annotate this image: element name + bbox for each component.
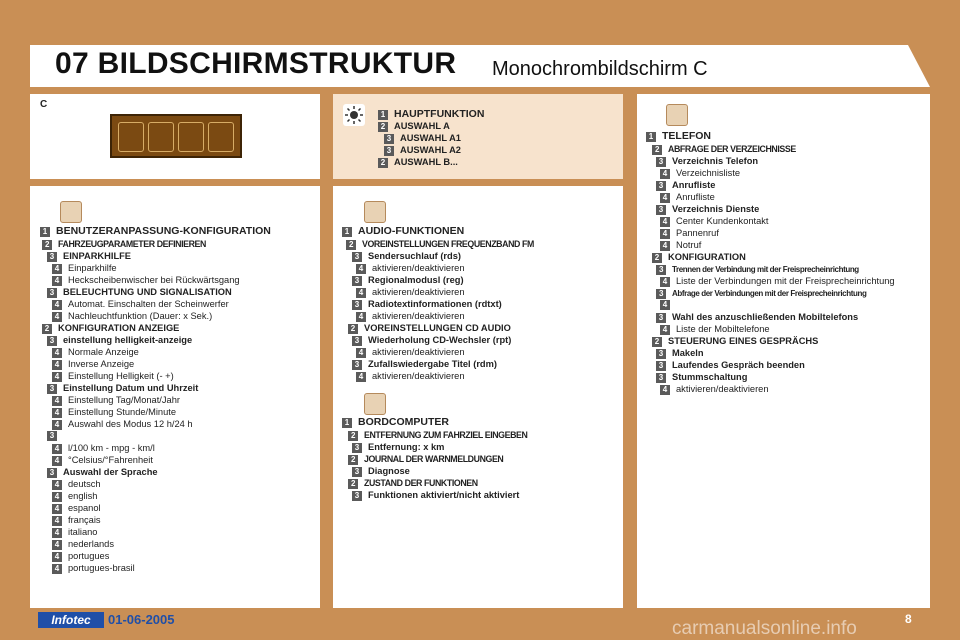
list-item [352,299,502,310]
list-item [652,336,818,347]
list-item-text: Center Kundenkontakt [676,216,769,226]
list-item [660,216,769,227]
list-item [356,371,465,382]
audio-icon [364,201,386,223]
level-badge: 3 [656,289,666,299]
level-badge: 3 [656,157,666,167]
level-badge: 4 [660,217,670,227]
page-number: 8 [905,612,912,626]
level-badge: 3 [47,252,57,262]
list-item-text: portugues [68,551,110,561]
list-item [346,239,534,250]
list-item-text: BELEUCHTUNG UND SIGNALISATION [63,287,232,297]
list-item-text: italiano [68,527,98,537]
level-badge: 3 [656,361,666,371]
list-item-text: Funktionen aktiviert/nicht aktiviert [368,490,520,500]
list-item-text: Trennen der Verbindung mit der Freisprecheinrichtung [672,265,859,274]
brightness-icon [343,104,365,126]
list-item-text: JOURNAL DER WARNMELDUNGEN [364,454,504,464]
list-item-text: aktivieren/deaktivieren [372,263,465,273]
level-badge: 3 [656,313,666,323]
list-item [384,145,461,156]
list-item [52,275,240,286]
list-item [47,431,63,441]
level-badge: 2 [348,431,358,441]
list-item [356,311,465,322]
level-badge: 4 [356,312,366,322]
list-item-text: BORDCOMPUTER [358,416,449,428]
list-item [378,157,458,168]
list-item [656,288,866,299]
list-item [660,240,701,251]
list-item [656,180,715,191]
list-item-text: FAHRZEUGPARAMETER DEFINIEREN [58,239,206,249]
list-item-text: Heckscheibenwischer bei Rückwärtsgang [68,275,240,285]
list-item-text: ABFRAGE DER VERZEICHNISSE [668,144,796,154]
list-item [348,430,527,441]
phone-icon [666,104,688,126]
list-item [52,347,139,358]
page-title: 07 BILDSCHIRMSTRUKTUR [55,47,457,80]
list-item [47,335,192,346]
level-badge: 2 [348,455,358,465]
list-item-text: Anrufliste [676,192,715,202]
level-badge: 2 [348,324,358,334]
list-item [660,192,715,203]
list-item-text: einstellung helligkeit-anzeige [63,335,193,345]
trip-computer-icon [178,122,204,152]
list-item [356,287,465,298]
list-item [52,551,109,562]
list-item [52,311,212,322]
list-item [52,527,97,538]
list-item-text: nederlands [68,539,115,549]
level-badge: 3 [656,181,666,191]
list-item [352,442,444,453]
list-item-text: Sendersuchlauf (rds) [368,251,461,261]
list-item-text: Auswahl des Modus 12 h/24 h [68,419,193,429]
list-item [52,263,117,274]
level-badge: 4 [52,408,62,418]
list-item [352,251,461,262]
level-badge: 3 [352,276,362,286]
level-badge: 4 [356,288,366,298]
list-item [342,417,449,428]
level-badge: 4 [660,229,670,239]
level-badge: 4 [52,540,62,550]
level-badge: 3 [352,467,362,477]
list-item [660,324,770,335]
level-badge: 3 [656,265,666,275]
list-item-text: english [68,491,98,501]
level-badge: 4 [52,264,62,274]
list-item [656,372,747,383]
list-item-text: VOREINSTELLUNGEN CD AUDIO [364,323,511,333]
list-item-text: aktivieren/deaktivieren [372,287,465,297]
level-badge: 4 [52,396,62,406]
list-item-text: Anrufliste [672,180,716,190]
level-badge: 3 [352,491,362,501]
list-item [52,503,101,514]
level-badge: 2 [346,240,356,250]
main-function-panel [333,94,623,179]
list-item-text: STEUERUNG EINES GESPRÄCHS [668,336,819,346]
list-item-text: aktivieren/deaktivieren [372,371,465,381]
list-item-text: TELEFON [662,130,711,142]
footer-date: 01-06-2005 [108,612,175,627]
level-badge: 4 [52,528,62,538]
list-item [52,419,193,430]
list-item-text: Verzeichnis Telefon [672,156,759,166]
list-item [660,228,719,239]
list-item-text: aktivieren/deaktivieren [372,347,465,357]
list-item [47,287,232,298]
list-item [40,226,271,237]
list-item-text: AUDIO-FUNKTIONEN [358,225,465,237]
level-badge: 3 [47,288,57,298]
list-item-text: AUSWAHL A [394,121,450,131]
list-item-text: Entfernung: x km [368,442,445,452]
list-item [646,131,711,142]
level-badge: 2 [652,253,662,263]
level-badge: 4 [52,300,62,310]
list-item [656,204,759,215]
level-badge: 3 [384,146,394,156]
list-item-text: Einstellung Tag/Monat/Jahr [68,395,180,405]
list-item [356,347,465,358]
level-badge: 2 [652,337,662,347]
list-item-text: Liste der Mobiltelefone [676,324,770,334]
level-badge: 1 [342,227,352,237]
list-item [660,276,895,287]
list-item-text: BENUTZERANPASSUNG-KONFIGURATION [56,225,271,237]
list-item [52,515,101,526]
list-item-text: Laufendes Gespräch beenden [672,360,805,370]
level-badge: 2 [652,145,662,155]
list-item-text: AUSWAHL A2 [400,145,461,155]
list-item [352,359,497,370]
list-item [652,252,746,263]
level-badge: 4 [52,312,62,322]
list-item [52,359,134,370]
list-item-text: Liste der Verbindungen mit der Freisprecheinrichtung [676,276,895,286]
list-item-text: Diagnose [368,466,410,476]
list-item [42,323,179,334]
list-item [52,539,114,550]
list-item [342,226,464,237]
list-item-text: espanol [68,503,101,513]
level-badge: 4 [660,241,670,251]
level-badge: 4 [660,193,670,203]
list-item [52,299,229,310]
level-badge: 1 [646,132,656,142]
level-badge: 4 [356,264,366,274]
level-badge: 3 [352,252,362,262]
list-item-text: KONFIGURATION ANZEIGE [58,323,180,333]
list-item [52,371,174,382]
infotec-logo: Infotec [38,612,104,628]
list-item [656,312,858,323]
list-item-text: ZUSTAND DER FUNKTIONEN [364,478,478,488]
list-item [656,360,805,371]
list-item [52,491,97,502]
list-item-text: français [68,515,101,525]
list-item-text: Wiederholung CD-Wechsler (rpt) [368,335,512,345]
level-badge: 4 [52,456,62,466]
watermark: carmanualsonline.info [672,618,857,639]
list-item-text: Stummschaltung [672,372,748,382]
level-badge: 3 [656,373,666,383]
list-item [52,395,180,406]
list-item-text: ENTFERNUNG ZUM FAHRZIEL EINGEBEN [364,430,528,440]
list-item [660,384,769,395]
list-item [352,490,519,501]
list-item-text: Einstellung Helligkeit (- +) [68,371,174,381]
phone-icon [208,122,234,152]
list-item-text: Verzeichnis Dienste [672,204,760,214]
list-item [348,478,478,489]
list-item [348,454,503,465]
list-item-text: Regionalmodusl (reg) [368,275,464,285]
list-item-text: Radiotextinformationen (rdtxt) [368,299,502,309]
level-badge: 4 [660,385,670,395]
list-item [656,156,758,167]
level-badge: 1 [342,418,352,428]
list-item-text: Wahl des anzuschließenden Mobiltelefons [672,312,859,322]
list-item-text: Abfrage der Verbindungen mit der Freisprecheinrichtung [672,289,867,298]
audio-icon [148,122,174,152]
list-item [52,407,176,418]
list-item [352,335,511,346]
list-item-text: portugues-brasil [68,563,135,573]
level-badge: 2 [42,324,52,334]
list-item [42,239,206,250]
list-item-text: Einstellung Datum und Uhrzeit [63,383,199,393]
list-item [47,383,198,394]
list-item [660,300,676,310]
list-item-text: Inverse Anzeige [68,359,135,369]
level-badge: 2 [42,240,52,250]
level-badge: 4 [52,480,62,490]
list-item-text: VOREINSTELLUNGEN FREQUENZBAND FM [362,239,534,249]
level-badge: 4 [52,444,62,454]
level-badge: 4 [660,300,670,310]
list-item-text: Nachleuchtfunktion (Dauer: x Sek.) [68,311,213,321]
list-item [656,348,704,359]
level-badge: 3 [47,468,57,478]
screen-label: C [40,99,48,110]
level-badge: 3 [656,205,666,215]
list-item [378,121,450,132]
level-badge: 4 [52,276,62,286]
level-badge: 4 [52,504,62,514]
level-badge: 4 [52,516,62,526]
level-badge: 1 [378,110,388,120]
list-item-text: Verzeichnisliste [676,168,741,178]
list-item [52,479,101,490]
level-badge: 4 [356,348,366,358]
level-badge: 4 [660,325,670,335]
list-item [652,144,796,155]
list-item-text: Automat. Einschalten der Scheinwerfer [68,299,229,309]
list-item-text: Pannenruf [676,228,719,238]
level-badge: 2 [348,479,358,489]
list-item-text: Makeln [672,348,704,358]
level-badge: 3 [352,443,362,453]
level-badge: 2 [378,122,388,132]
list-item [384,133,461,144]
level-badge: 4 [52,492,62,502]
vehicle-settings-icon [60,201,82,223]
level-badge: 4 [52,360,62,370]
fuel-trip-icon [364,393,386,415]
list-item-text: HAUPTFUNKTION [394,108,485,120]
level-badge: 3 [47,336,57,346]
level-badge: 1 [40,227,50,237]
page-subtitle: Monochrombildschirm C [492,58,708,80]
level-badge: 3 [47,431,57,441]
level-badge: 3 [352,300,362,310]
list-item [348,323,511,334]
list-item [352,275,464,286]
list-item-text: AUSWAHL B... [394,157,458,167]
list-item-text: aktivieren/deaktivieren [676,384,769,394]
level-badge: 3 [352,360,362,370]
list-item-text: deutsch [68,479,101,489]
level-badge: 4 [52,348,62,358]
list-item [47,251,131,262]
list-item [352,466,410,477]
list-item-text: Notruf [676,240,702,250]
level-badge: 4 [52,372,62,382]
list-item [47,467,158,478]
level-badge: 3 [656,349,666,359]
list-item-text: Zufallswiedergabe Titel (rdm) [368,359,497,369]
list-item-text: l/100 km - mpg - km/l [68,443,155,453]
list-item [356,263,465,274]
list-item [660,168,740,179]
list-item [52,455,153,466]
level-badge: 3 [47,384,57,394]
level-badge: 4 [52,420,62,430]
list-item-text: aktivieren/deaktivieren [372,311,465,321]
level-badge: 3 [352,336,362,346]
level-badge: 4 [356,372,366,382]
list-item-text: AUSWAHL A1 [400,133,461,143]
level-badge: 4 [52,552,62,562]
list-item [52,443,155,454]
list-item-text: Normale Anzeige [68,347,139,357]
level-badge: 4 [660,169,670,179]
level-badge: 3 [384,134,394,144]
list-item-text: Auswahl der Sprache [63,467,158,477]
monochrome-display-image [110,114,242,158]
list-item-text: °Celsius/°Fahrenheit [68,455,153,465]
list-item-text: Einparkhilfe [68,263,117,273]
settings-icon [118,122,144,152]
list-item-text: EINPARKHILFE [63,251,132,261]
list-item-text: Einstellung Stunde/Minute [68,407,177,417]
list-item [52,563,135,574]
level-badge: 4 [660,277,670,287]
list-item [656,264,859,275]
level-badge: 2 [378,158,388,168]
level-badge: 4 [52,564,62,574]
list-item-text: KONFIGURATION [668,252,746,262]
list-item [378,109,484,120]
